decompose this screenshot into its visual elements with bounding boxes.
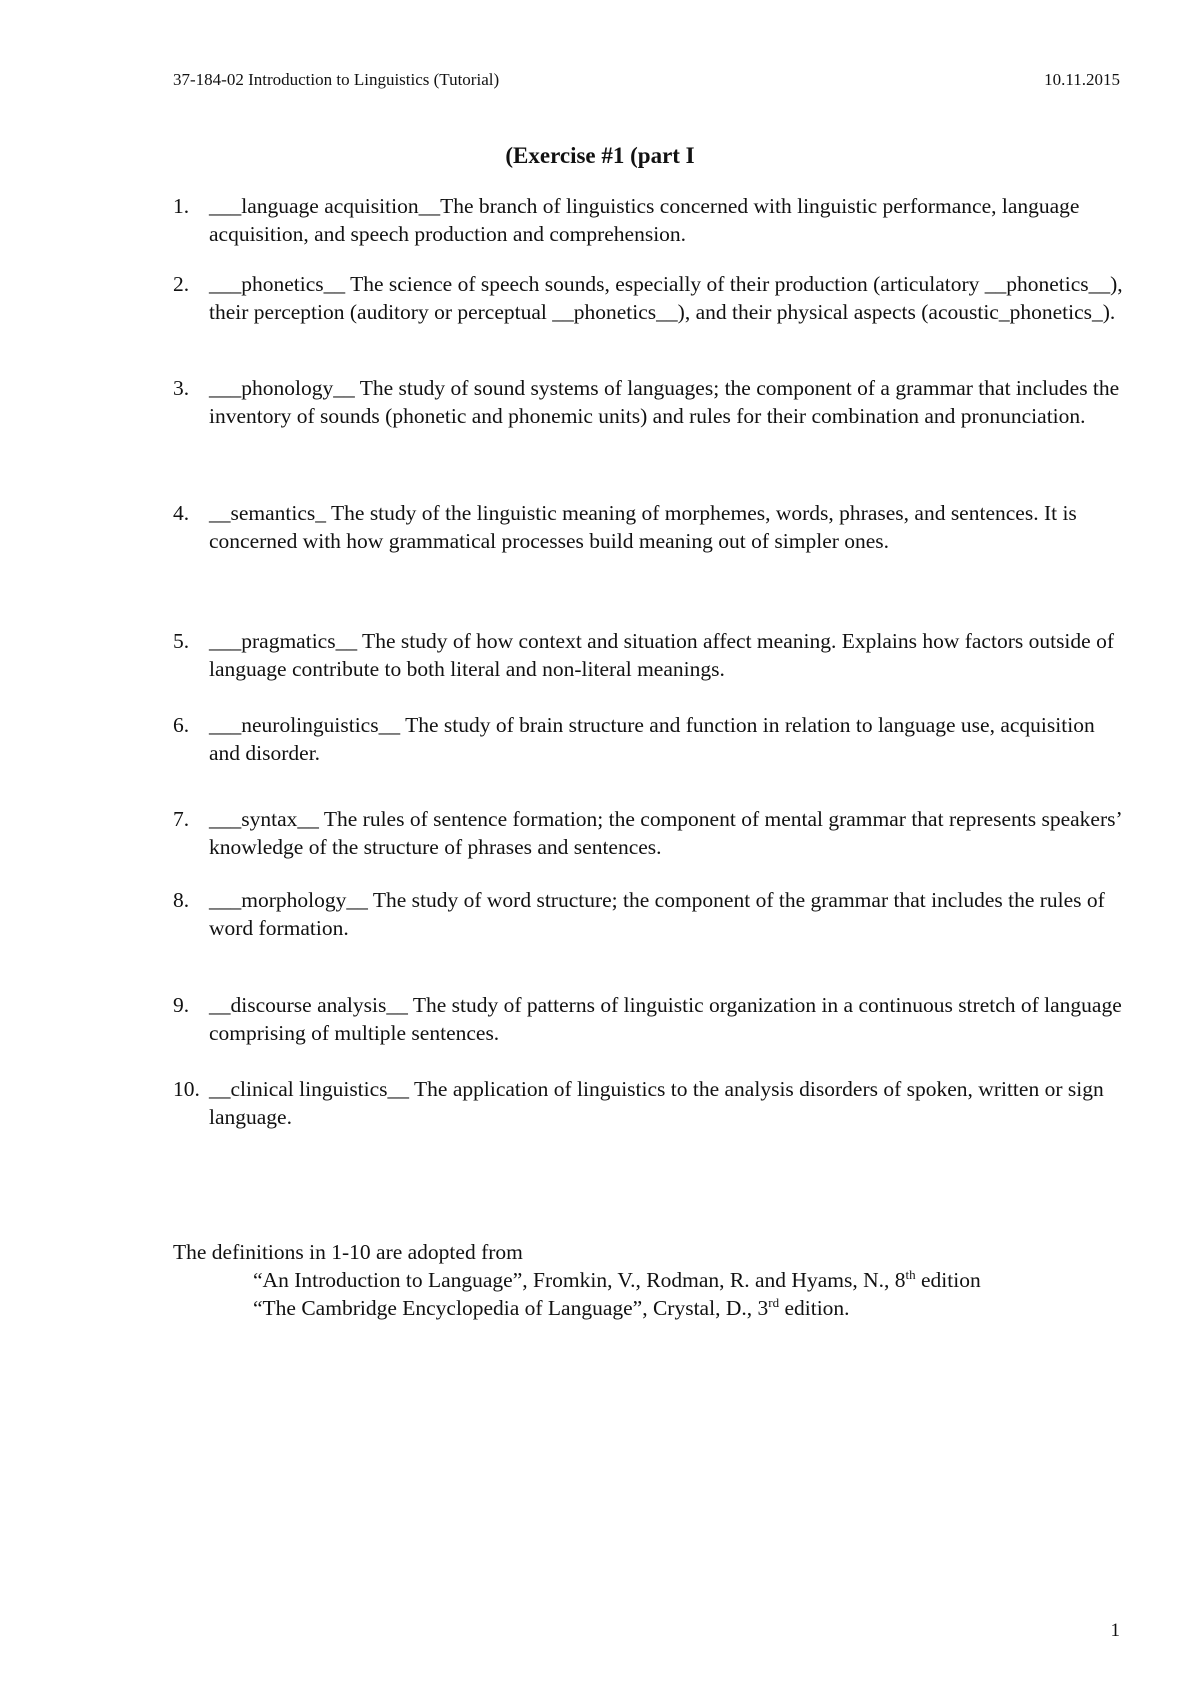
- definition-item: [173, 805, 1123, 861]
- definition-item: [173, 192, 1123, 248]
- item-number: 9.: [173, 993, 190, 1017]
- item-text: __semantics_ The study of the linguistic meaning of morphemes, words, phrases, and sentences. It is concerned with how grammatical processes build meaning out of simpler ones.: [209, 501, 1077, 553]
- reference-text: “An Introduction to Language”, Fromkin, V., Rodman, R. and Hyams, N., 8: [253, 1268, 906, 1292]
- item-text: ___morphology__ The study of word structure; the component of the grammar that includes the rules of word formation.: [209, 888, 1105, 940]
- exercise-title: (Exercise #1 (part I: [505, 143, 695, 168]
- item-number: 7.: [173, 807, 190, 831]
- definition-item: [173, 270, 1123, 326]
- reference-suffix: edition.: [779, 1296, 850, 1320]
- definition-item: [173, 1075, 1123, 1131]
- item-number: 10.: [173, 1077, 200, 1101]
- item-text: ___language acquisition__The branch of linguistics concerned with linguistic performance, language acquisition, and speech production and comprehension.: [209, 194, 1080, 246]
- references-intro: The definitions in 1-10 are adopted from: [173, 1240, 523, 1264]
- reference-superscript: th: [905, 1266, 916, 1282]
- item-text: ___phonetics__ The science of speech sounds, especially of their production (articulatory __phonetics__), their perception (auditory or perceptual __phonetics__), and their physical aspects (acoustic_phonetics_).: [209, 272, 1123, 324]
- definition-item: [173, 886, 1123, 942]
- reference-suffix: edition: [915, 1268, 981, 1292]
- definition-item: [173, 627, 1123, 683]
- item-text: ___syntax__ The rules of sentence formation; the component of mental grammar that represents speakers’ knowledge of the structure of phrases and sentences.: [209, 807, 1122, 859]
- definition-item: [173, 499, 1123, 555]
- page-number: 1: [1110, 1620, 1120, 1641]
- item-number: 1.: [173, 194, 190, 218]
- item-text: ___phonology__ The study of sound systems of languages; the component of a grammar that includes the inventory of sounds (phonetic and phonemic units) and rules for their combination and pronunciation.: [209, 376, 1120, 428]
- item-text: __discourse analysis__ The study of patterns of linguistic organization in a continuous stretch of language comprising of multiple sentences.: [209, 993, 1122, 1045]
- item-number: 2.: [173, 272, 190, 296]
- definition-item: [173, 991, 1123, 1047]
- item-number: 5.: [173, 629, 190, 653]
- page-header: [173, 70, 1120, 90]
- header-date: 10.11.2015: [1044, 70, 1120, 89]
- item-text: ___neurolinguistics__ The study of brain structure and function in relation to language use, acquisition and disorder.: [209, 713, 1095, 765]
- reference-superscript: rd: [768, 1294, 780, 1310]
- reference-text: “The Cambridge Encyclopedia of Language”, Crystal, D., 3: [253, 1296, 769, 1320]
- item-number: 4.: [173, 501, 190, 525]
- item-number: 3.: [173, 376, 190, 400]
- item-text: ___pragmatics__ The study of how context and situation affect meaning. Explains how factors outside of language contribute to both literal and non-literal meanings.: [209, 629, 1114, 681]
- item-number: 8.: [173, 888, 190, 912]
- reference-source: [253, 1294, 1123, 1322]
- reference-source: [253, 1266, 1123, 1294]
- definition-item: [173, 374, 1123, 430]
- item-number: 6.: [173, 713, 190, 737]
- definition-item: [173, 711, 1123, 767]
- course-title: 37-184-02 Introduction to Linguistics (Tutorial): [173, 70, 500, 89]
- item-text: __clinical linguistics__ The application of linguistics to the analysis disorders of spoken, written or sign language.: [209, 1077, 1104, 1129]
- references: [173, 1238, 1123, 1322]
